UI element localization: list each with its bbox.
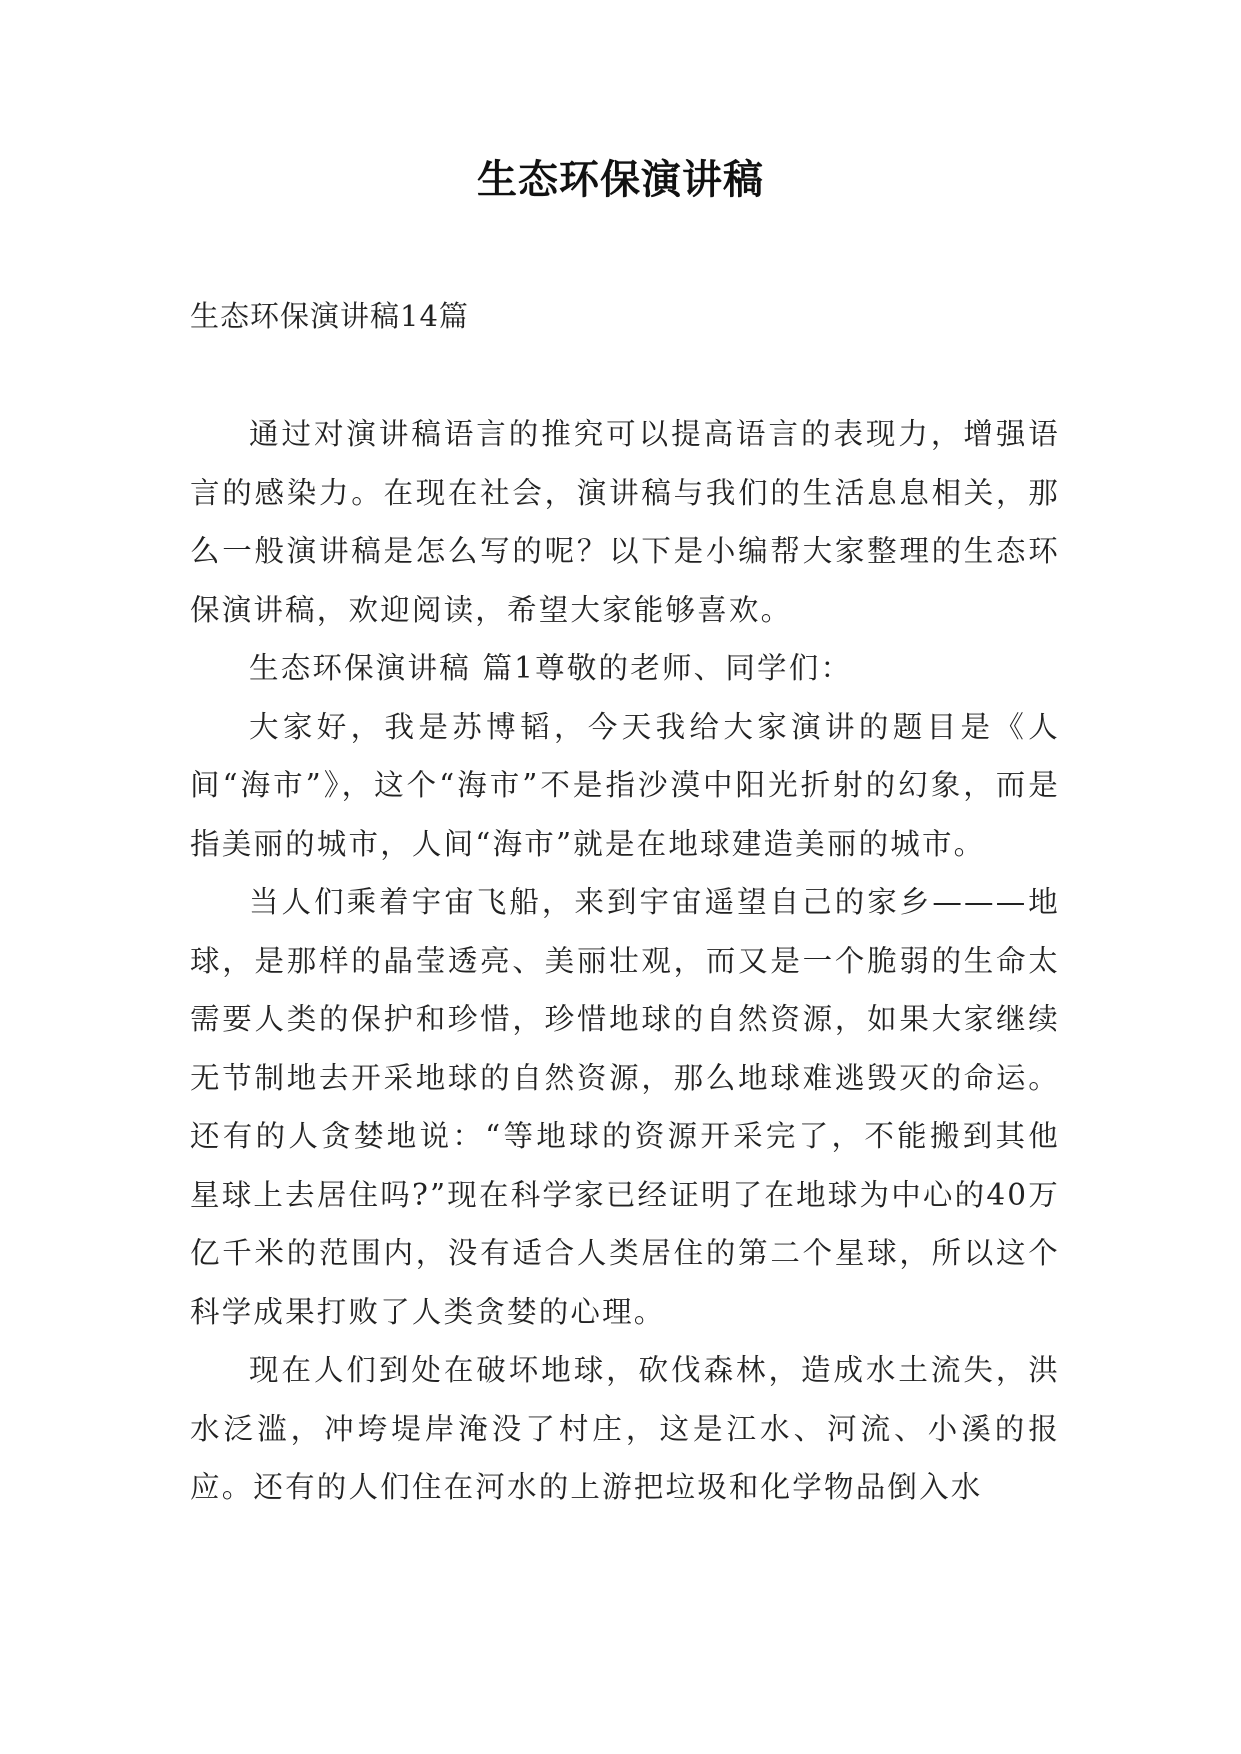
document-body (190, 405, 1060, 1517)
paragraph-destruction: 现在人们到处在破坏地球，砍伐森林，造成水土流失，洪水泛滥，冲垮堤岸淹没了村庄，这是江水、河流、小溪的报应。还有的人们住在河水的上游把垃圾和化学物品倒入水 (190, 1353, 1060, 1504)
document-title: 生态环保演讲稿 (477, 157, 764, 203)
document-subtitle: 生态环保演讲稿14篇 (190, 299, 469, 333)
paragraph-intro: 通过对演讲稿语言的推究可以提高语言的表现力，增强语言的感染力。在现在社会，演讲稿与我们的生活息息相关，那么一般演讲稿是怎么写的呢？以下是小编帮大家整理的生态环保演讲稿，欢迎阅读，希望大家能够喜欢。 (190, 417, 1060, 627)
paragraph-greeting: 大家好，我是苏博韬，今天我给大家演讲的题目是《人间“海市”》，这个“海市”不是指沙漠中阳光折射的幻象，而是指美丽的城市，人间“海市”就是在地球建造美丽的城市。 (190, 709, 1060, 861)
paragraph-speech-heading: 生态环保演讲稿 篇1尊敬的老师、同学们： (249, 651, 853, 685)
paragraph-earth: 当人们乘着宇宙飞船，来到宇宙遥望自己的家乡———地球，是那样的晶莹透亮、美丽壮观，而又是一个脆弱的生命太需要人类的保护和珍惜，珍惜地球的自然资源，如果大家继续无节制地去开采地球的自然资源，那么地球难逃毁灭的命运。还有的人贪婪地说：“等地球的资源开采完了，不能搬到其他星球上去居住吗?”现在科学家已经证明了在地球为中心的40万亿千米的范围内，没有适合人类居住的第二个星球，所以这个科学成果打败了人类贪婪的心理。 (190, 885, 1060, 1329)
